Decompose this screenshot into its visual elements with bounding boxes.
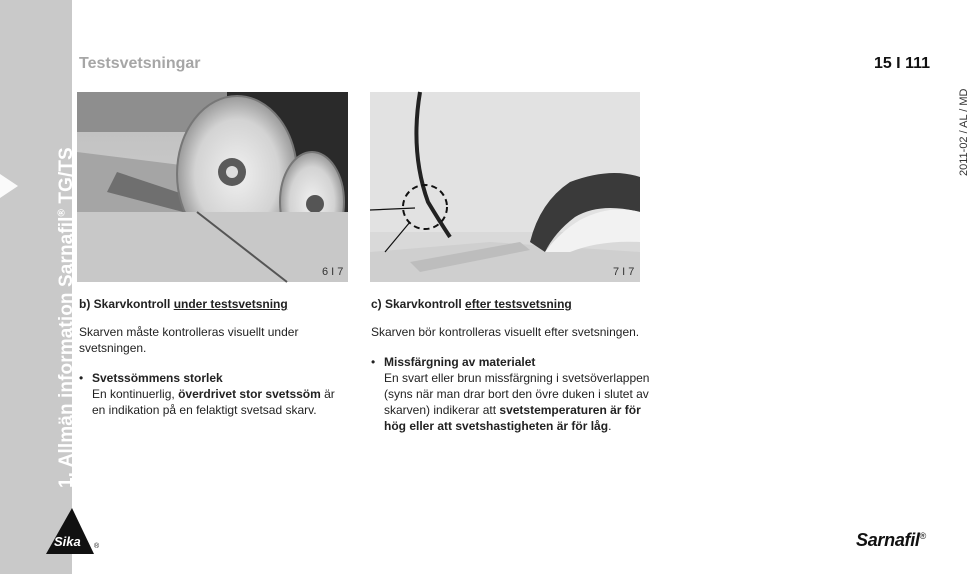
bullet-text: En kontinuerlig, överdrivet stor svetssöm är en indikation på en felaktigt svetsad skarv. xyxy=(92,387,335,417)
bullet-dot: • xyxy=(371,355,376,369)
welding-machine-photo xyxy=(77,92,348,282)
bullet-dot: • xyxy=(79,371,84,385)
sidebar-notch xyxy=(0,174,18,198)
svg-text:®: ® xyxy=(94,543,100,550)
section-c xyxy=(371,296,661,434)
sarnafil-logo: Sarnafil® xyxy=(856,530,926,550)
sidebar-chapter-title: 1. Allmän information Sarnafil® TG/TS xyxy=(56,147,77,488)
section-c-bullet xyxy=(371,354,661,434)
bullet-text: En svart eller brun missfärgning i svetsöverlappen (syns när man drar bort den övre duken i slutet av skarven) indikerar att svetstemperaturen är för hög eller att svetshastigheten är för låg. xyxy=(384,371,650,433)
membrane-peel-photo xyxy=(370,92,640,282)
photo-caption-left: 6 I 7 xyxy=(322,266,344,278)
bullet-title: Svetssömmens storlek xyxy=(92,371,223,385)
section-b-heading: b) Skarvkontroll under testsvetsning xyxy=(79,297,288,311)
section-b-bullet xyxy=(79,370,339,418)
section-b xyxy=(79,296,339,418)
bullet-title: Missfärgning av materialet xyxy=(384,355,536,369)
page-number: 15 I 111 xyxy=(873,55,930,72)
document-code: 2011-02 / AL / MD xyxy=(958,88,970,176)
page-title: Testsvetsningar xyxy=(79,55,201,72)
section-b-intro: Skarven måste kontrolleras visuellt under svetsningen. xyxy=(79,325,299,355)
sidebar xyxy=(0,0,77,574)
photo-caption-right: 7 I 7 xyxy=(613,266,635,278)
section-c-intro: Skarven bör kontrolleras visuellt efter svetsningen. xyxy=(371,325,640,339)
svg-text:Sika: Sika xyxy=(54,534,81,549)
sika-logo xyxy=(44,504,104,556)
section-c-heading: c) Skarvkontroll efter testsvetsning xyxy=(371,297,572,311)
